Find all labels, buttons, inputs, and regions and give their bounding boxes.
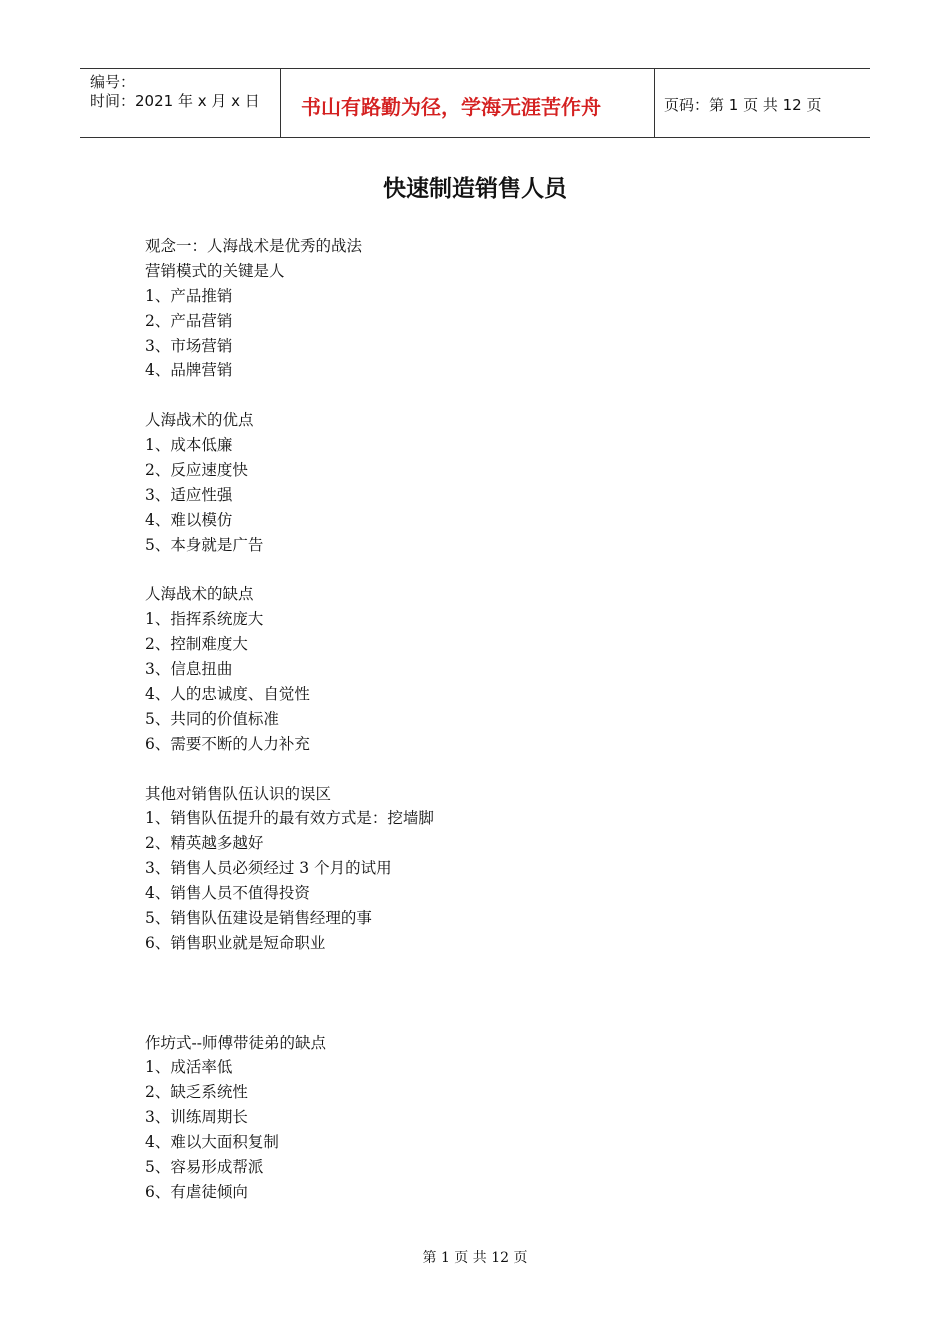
body-line: 5、本身就是广告 (145, 535, 264, 554)
page-footer: 第 1 页 共 12 页 (422, 1250, 528, 1266)
body-line: 4、难以大面积复制 (145, 1133, 279, 1152)
body-line: 3、适应性强 (145, 485, 233, 504)
body-line: 1、销售队伍提升的最有效方式是：挖墙脚 (145, 809, 434, 828)
blank-line (145, 383, 845, 408)
body-line: 5、共同的价值标准 (145, 709, 279, 728)
body-line: 4、销售人员不值得投资 (145, 884, 310, 903)
body-line: 2、反应速度快 (145, 461, 248, 480)
body-line: 4、人的忠诚度、自觉性 (145, 685, 310, 704)
body-line: 3、训练周期长 (145, 1108, 248, 1127)
body-line: 4、品牌营销 (145, 361, 233, 380)
blank-line (145, 757, 845, 782)
document-date: 时间：2021 年 x 月 x 日 (90, 92, 260, 110)
body-line: 1、成活率低 (145, 1058, 233, 1077)
blank-line (145, 1006, 845, 1031)
document-title: 快速制造销售人员 (383, 176, 567, 202)
blank-line (145, 956, 845, 981)
body-line: 观念一：人海战术是优秀的战法 (145, 237, 363, 255)
body-line: 作坊式--师傅带徒弟的缺点 (145, 1033, 326, 1052)
body-line: 营销模式的关键是人 (145, 261, 285, 280)
blank-line (145, 558, 845, 583)
header-motto-cell (281, 69, 655, 137)
body-line: 2、控制难度大 (145, 635, 248, 654)
body-line: 3、市场营销 (145, 336, 233, 355)
blank-line (145, 981, 845, 1006)
header-page-cell (655, 69, 870, 137)
body-line: 3、销售人员必须经过 3 个月的试用 (145, 859, 392, 878)
page-code: 页码：第 1 页 共 12 页 (664, 96, 822, 114)
motto-text: 书山有路勤为径，学海无涯苦作舟 (301, 95, 601, 119)
body-line: 5、销售队伍建设是销售经理的事 (145, 909, 372, 928)
body-line: 1、成本低廉 (145, 436, 233, 455)
body-line: 人海战术的优点 (145, 411, 254, 430)
body-line: 2、缺乏系统性 (145, 1083, 248, 1102)
body-line: 5、容易形成帮派 (145, 1157, 264, 1176)
body-line: 6、销售职业就是短命职业 (145, 933, 326, 952)
header-table (80, 68, 870, 138)
body-line: 人海战术的缺点 (145, 585, 254, 604)
body-line: 6、需要不断的人力补充 (145, 734, 310, 753)
document-body (145, 234, 845, 1205)
body-line: 2、产品营销 (145, 311, 233, 330)
body-line: 2、精英越多越好 (145, 834, 264, 853)
body-line: 6、有虐徒倾向 (145, 1182, 248, 1201)
header-info-cell (80, 69, 281, 137)
document-number-label: 编号： (90, 73, 136, 91)
body-line: 其他对销售队伍认识的误区 (145, 784, 332, 803)
body-line: 1、产品推销 (145, 286, 233, 305)
body-line: 1、指挥系统庞大 (145, 610, 264, 629)
body-line: 4、难以模仿 (145, 510, 233, 529)
body-line: 3、信息扭曲 (145, 660, 233, 679)
